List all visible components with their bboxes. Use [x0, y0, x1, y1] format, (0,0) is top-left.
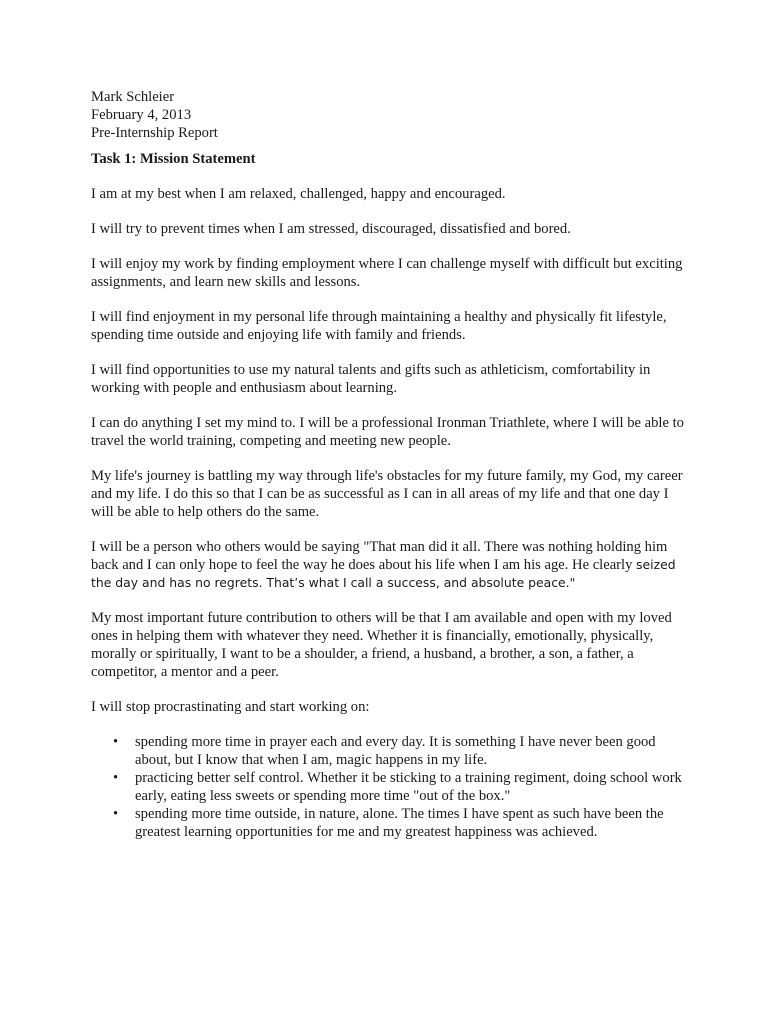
- quote-part-sans: seized the day and has no regrets. That’s what I call a success, and absolute peace.": [91, 557, 676, 590]
- paragraph-work: I will enjoy my work by finding employment where I can challenge myself with difficult but exciting assignments, and learn new skills and lessons.: [91, 256, 683, 290]
- document-page: [91, 88, 691, 841]
- list-item-text: spending more time in prayer each and every day. It is something I have never been good about, but I know that when I am, magic happens in my life.: [135, 734, 656, 768]
- report-date: February 4, 2013: [91, 107, 192, 123]
- list-item-text: spending more time outside, in nature, alone. The times I have spent as such have been the greatest learning opportunities for me and my greatest happiness was achieved.: [135, 806, 664, 840]
- procrastination-list: [91, 733, 691, 841]
- list-item: [91, 805, 691, 841]
- author-name: Mark Schleier: [91, 89, 175, 105]
- list-item: [91, 769, 691, 805]
- paragraph-best: I am at my best when I am relaxed, challenged, happy and encouraged.: [91, 186, 506, 202]
- paragraph-legacy-quote: [91, 538, 691, 592]
- paragraph-personal-life: I will find enjoyment in my personal life through maintaining a healthy and physically fit lifestyle, spending time outside and enjoying life with family and friends.: [91, 309, 667, 343]
- paragraph-contribution: My most important future contribution to others will be that I am available and open with my loved ones in helping them with whatever they need. Whether it is financially, emotionally, physically, morally or spiritually, I want to be a shoulder, a friend, a husband, a brother, a son, a father, a competitor, a mentor and a peer.: [91, 610, 672, 680]
- report-type: Pre-Internship Report: [91, 125, 218, 141]
- bullet-icon: •: [113, 806, 119, 822]
- paragraph-talents: I will find opportunities to use my natural talents and gifts such as athleticism, comfortability in working with people and enthusiasm about learning.: [91, 362, 651, 396]
- bullet-icon: •: [113, 734, 119, 750]
- list-intro: I will stop procrastinating and start working on:: [91, 699, 370, 715]
- paragraph-ironman: I can do anything I set my mind to. I will be a professional Ironman Triathlete, where I will be able to travel the world training, competing and meeting new people.: [91, 415, 684, 449]
- section-title: Task 1: Mission Statement: [91, 151, 256, 167]
- paragraph-journey: My life's journey is battling my way through life's obstacles for my future family, my God, my career and my life. I do this so that I can be as successful as I can in all areas of my life and that one day I will be able to help others do the same.: [91, 468, 683, 520]
- list-item: [91, 733, 691, 769]
- quote-part-serif: I will be a person who others would be saying "That man did it all. There was nothing holding him back and I can only hope to feel the way he does about his life when I am his age. He clearly: [91, 539, 668, 573]
- list-item-text: practicing better self control. Whether it be sticking to a training regiment, doing school work early, eating less sweets or spending more time "out of the box.": [135, 770, 682, 804]
- paragraph-prevent: I will try to prevent times when I am stressed, discouraged, dissatisfied and bored.: [91, 221, 571, 237]
- bullet-icon: •: [113, 770, 119, 786]
